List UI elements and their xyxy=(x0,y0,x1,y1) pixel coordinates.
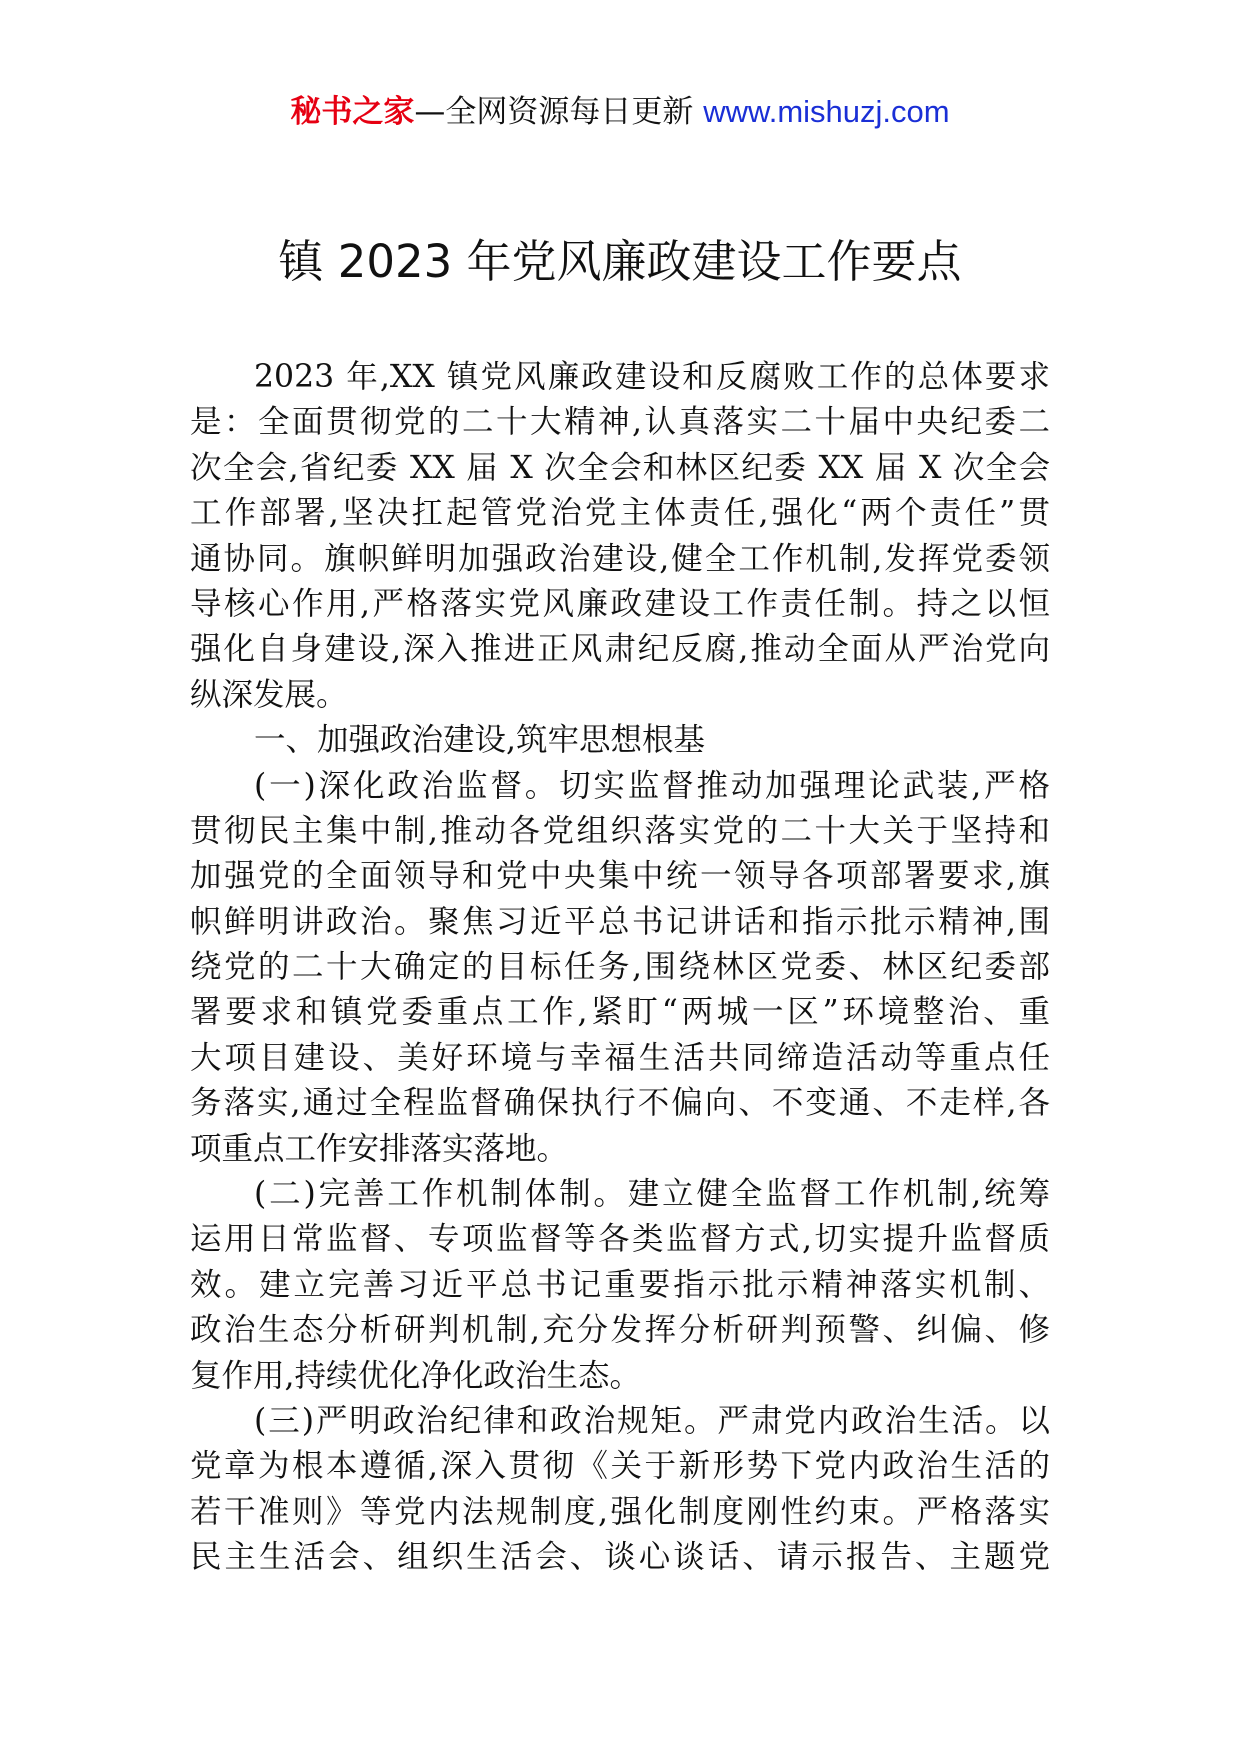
text-line: 大项目建设、美好环境与幸福生活共同缔造活动等重点任 xyxy=(190,1039,1050,1076)
text-line: 民主生活会、组织生活会、谈心谈话、请示报告、主题党 xyxy=(190,1539,1050,1576)
section-heading: 一、加强政治建设,筑牢思想根基 xyxy=(254,722,706,759)
text-line: 2023 年,XX 镇党风廉政建设和反腐败工作的总体要求 xyxy=(254,359,1050,395)
text-line: 是：全面贯彻党的二十大精神,认真落实二十届中央纪委二 xyxy=(190,404,1050,441)
text-line: 工作部署,坚决扛起管党治党主体责任,强化“两个责任”贯 xyxy=(190,495,1050,532)
header-tagline: —全网资源每日更新 xyxy=(414,94,694,130)
text-line: 纵深发展。 xyxy=(190,676,348,713)
text-line: 导核心作用,严格落实党风廉政建设工作责任制。持之以恒 xyxy=(190,585,1050,622)
text-line: 通协同。旗帜鲜明加强政治建设,健全工作机制,发挥党委领 xyxy=(190,540,1050,577)
text-line: (二)完善工作机制体制。建立健全监督工作机制,统筹 xyxy=(254,1176,1050,1213)
text-line: 政治生态分析研判机制,充分发挥分析研判预警、纠偏、修 xyxy=(190,1312,1050,1349)
text-line: (一)深化政治监督。切实监督推动加强理论武装,严格 xyxy=(254,767,1050,804)
text-line: 贯彻民主集中制,推动各党组织落实党的二十大关于坚持和 xyxy=(190,812,1050,849)
text-line: 绕党的二十大确定的目标任务,围绕林区党委、林区纪委部 xyxy=(190,949,1050,986)
brand-name: 秘书之家 xyxy=(290,94,415,130)
text-line: 署要求和镇党委重点工作,紧盯“两城一区”环境整治、重 xyxy=(190,994,1050,1031)
text-line: 效。建立完善习近平总书记重要指示批示精神落实机制、 xyxy=(190,1266,1050,1303)
site-header xyxy=(0,92,1240,132)
text-line: 复作用,持续优化净化政治生态。 xyxy=(190,1357,642,1394)
text-line: 项重点工作安排落实落地。 xyxy=(190,1130,569,1167)
text-line: 强化自身建设,深入推进正风肃纪反腐,推动全面从严治党向 xyxy=(190,631,1050,668)
text-line: 帜鲜明讲政治。聚焦习近平总书记讲话和指示批示精神,围 xyxy=(190,903,1050,940)
document-title: 镇 2023 年党风廉政建设工作要点 xyxy=(278,235,962,288)
text-line: 加强党的全面领导和党中央集中统一领导各项部署要求,旗 xyxy=(190,858,1050,895)
text-line: 次全会,省纪委 XX 届 X 次全会和林区纪委 XX 届 X 次全会 xyxy=(190,449,1050,486)
site-url-link[interactable]: www.mishuzj.com xyxy=(703,94,950,129)
text-line: 运用日常监督、专项监督等各类监督方式,切实提升监督质 xyxy=(190,1221,1050,1258)
text-line: (三)严明政治纪律和政治规矩。严肃党内政治生活。以 xyxy=(254,1402,1050,1439)
document-body xyxy=(190,355,1050,1581)
text-line: 党章为根本遵循,深入贯彻《关于新形势下党内政治生活的 xyxy=(190,1448,1050,1485)
text-line: 务落实,通过全程监督确保执行不偏向、不变通、不走样,各 xyxy=(190,1085,1050,1122)
text-line: 若干准则》等党内法规制度,强化制度刚性约束。严格落实 xyxy=(190,1493,1050,1530)
